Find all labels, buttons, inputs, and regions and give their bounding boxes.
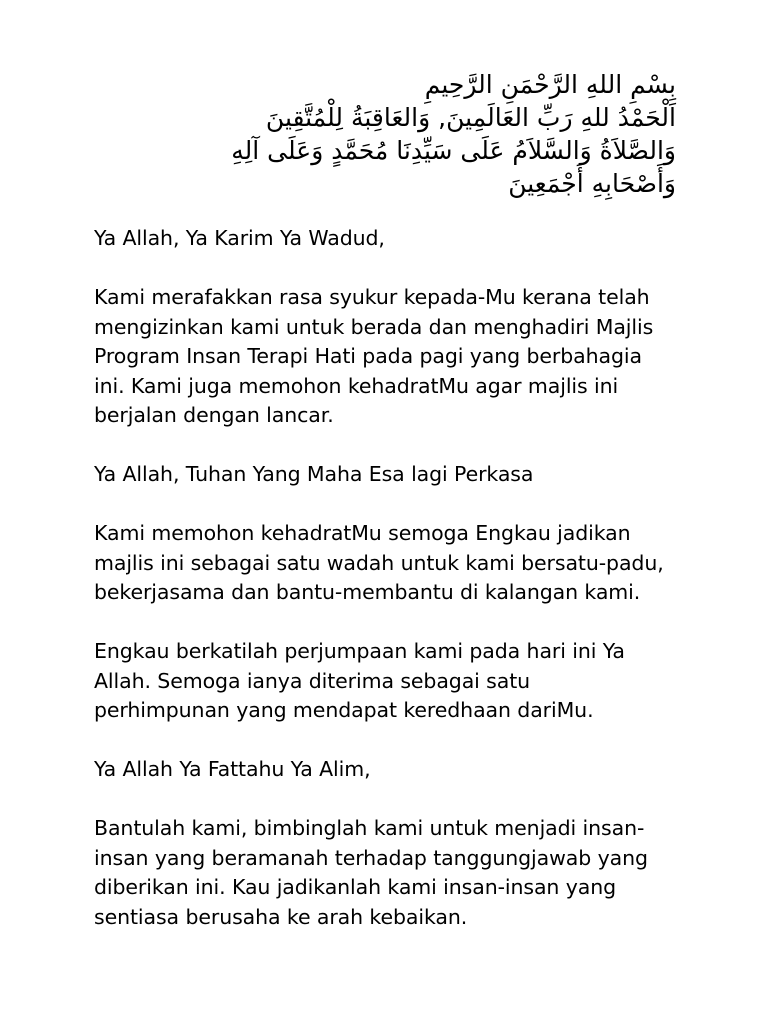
prayer-body bbox=[94, 224, 694, 962]
text-line: berjalan dengan lancar. bbox=[94, 403, 334, 427]
arabic-line-basmalah: بِسْمِ اللهِ الرَّحْمَنِ الرَّحِيمِ bbox=[424, 70, 676, 99]
paragraph-invocation-2 bbox=[94, 460, 694, 490]
text-line: Engkau berkatilah perjumpaan kami pada hari ini Ya bbox=[94, 639, 625, 663]
text-line: Ya Allah, Ya Karim Ya Wadud, bbox=[94, 226, 385, 250]
arabic-line-closing: وَأَصْحَابِهِ أَجْمَعِينَ bbox=[508, 169, 676, 198]
text-line: ini. Kami juga memohon kehadratMu agar majlis ini bbox=[94, 373, 619, 398]
text-line: insan yang beramanah terhadap tanggungjawab yang bbox=[94, 845, 648, 870]
paragraph-gratitude bbox=[94, 283, 694, 431]
text-line: Kami memohon kehadratMu semoga Engkau jadikan bbox=[94, 521, 631, 545]
arabic-line-hamdalah: اَلْحَمْدُ للهِ رَبِّ العَالَمِينَ, وَالعَاقِبَةُ لِلْمُتَّقِينَ bbox=[265, 103, 676, 132]
text-line: Ya Allah Ya Fattahu Ya Alim, bbox=[94, 757, 371, 781]
text-line: perhimpunan yang mendapat keredhaan dariMu. bbox=[94, 698, 594, 722]
text-line: Allah. Semoga ianya diterima sebagai satu bbox=[94, 668, 531, 693]
text-line: Bantulah kami, bimbinglah kami untuk menjadi insan- bbox=[94, 816, 645, 840]
paragraph-invocation-1 bbox=[94, 224, 694, 254]
text-line: diberikan ini. Kau jadikanlah kami insan-insan yang bbox=[94, 875, 617, 899]
text-line: Program Insan Terapi Hati pada pagi yang berbahagia bbox=[94, 344, 642, 368]
arabic-opening bbox=[94, 68, 676, 200]
text-line: bekerjasama dan bantu-membantu di kalangan kami. bbox=[94, 580, 641, 604]
paragraph-guidance bbox=[94, 814, 694, 932]
paragraph-blessing bbox=[94, 637, 694, 726]
paragraph-unity bbox=[94, 519, 694, 608]
text-line: Kami merafakkan rasa syukur kepada-Mu kerana telah bbox=[94, 285, 650, 309]
paragraph-invocation-3 bbox=[94, 755, 694, 785]
text-line: majlis ini sebagai satu wadah untuk kami bersatu-padu, bbox=[94, 550, 664, 575]
text-line: mengizinkan kami untuk berada dan menghadiri Majlis bbox=[94, 314, 654, 339]
text-line: Ya Allah, Tuhan Yang Maha Esa lagi Perkasa bbox=[94, 462, 534, 486]
arabic-line-salawat: وَالصَّلاَةُ وَالسَّلاَمُ عَلَى سَيِّدِنَا مُحَمَّدٍ وَعَلَى آلِهِ bbox=[231, 136, 676, 165]
text-line: sentiasa berusaha ke arah kebaikan. bbox=[94, 904, 468, 929]
